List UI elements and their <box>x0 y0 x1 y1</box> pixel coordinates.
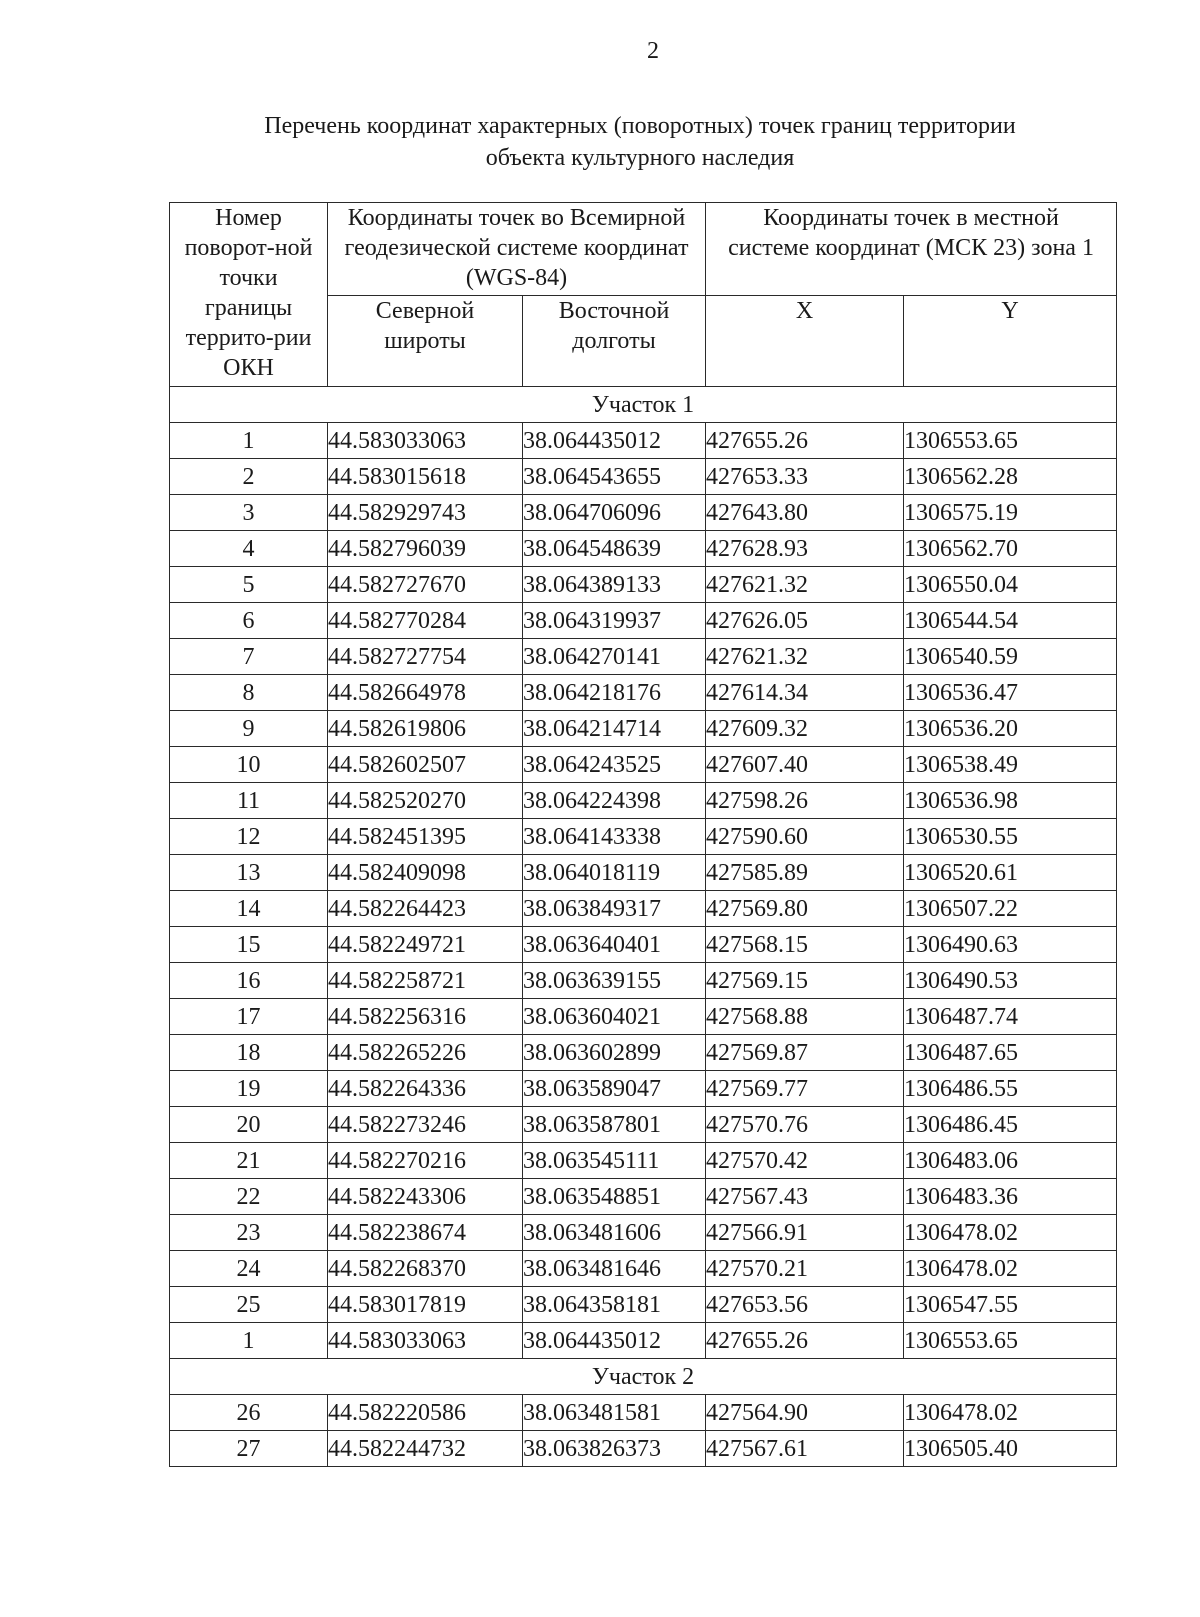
cell-x: 427569.15 <box>706 963 904 999</box>
cell-point-number: 21 <box>170 1143 328 1179</box>
cell-x: 427569.87 <box>706 1035 904 1071</box>
cell-y: 1306490.63 <box>904 927 1117 963</box>
cell-x: 427569.77 <box>706 1071 904 1107</box>
section-row <box>170 1359 1117 1395</box>
header-msk23-group: Координаты точек в местной системе координат (МСК 23) зона 1 <box>706 203 1117 296</box>
cell-y: 1306478.02 <box>904 1395 1117 1431</box>
cell-point-number: 3 <box>170 495 328 531</box>
cell-x: 427653.56 <box>706 1287 904 1323</box>
cell-latitude: 44.582409098 <box>328 855 523 891</box>
cell-longitude: 38.064543655 <box>523 459 706 495</box>
cell-point-number: 26 <box>170 1395 328 1431</box>
cell-longitude: 38.063587801 <box>523 1107 706 1143</box>
cell-x: 427570.21 <box>706 1251 904 1287</box>
cell-point-number: 25 <box>170 1287 328 1323</box>
table-row <box>170 1251 1117 1287</box>
cell-point-number: 7 <box>170 639 328 675</box>
cell-longitude: 38.063602899 <box>523 1035 706 1071</box>
cell-point-number: 24 <box>170 1251 328 1287</box>
table-row <box>170 639 1117 675</box>
cell-y: 1306505.40 <box>904 1431 1117 1467</box>
cell-latitude: 44.582619806 <box>328 711 523 747</box>
cell-longitude: 38.064018119 <box>523 855 706 891</box>
cell-latitude: 44.582238674 <box>328 1215 523 1251</box>
cell-y: 1306553.65 <box>904 423 1117 459</box>
cell-x: 427621.32 <box>706 639 904 675</box>
cell-longitude: 38.064270141 <box>523 639 706 675</box>
cell-latitude: 44.582727670 <box>328 567 523 603</box>
table-row <box>170 1323 1117 1359</box>
cell-longitude: 38.064319937 <box>523 603 706 639</box>
table-row <box>170 675 1117 711</box>
cell-x: 427585.89 <box>706 855 904 891</box>
header-wgs84-group: Координаты точек во Всемирной геодезической системе координат (WGS-84) <box>328 203 706 296</box>
cell-point-number: 4 <box>170 531 328 567</box>
cell-latitude: 44.582258721 <box>328 963 523 999</box>
cell-y: 1306536.98 <box>904 783 1117 819</box>
cell-point-number: 1 <box>170 1323 328 1359</box>
cell-x: 427567.43 <box>706 1179 904 1215</box>
table-row <box>170 891 1117 927</box>
cell-point-number: 16 <box>170 963 328 999</box>
coordinates-table <box>169 202 1117 1467</box>
cell-y: 1306483.36 <box>904 1179 1117 1215</box>
cell-x: 427570.42 <box>706 1143 904 1179</box>
cell-longitude: 38.063639155 <box>523 963 706 999</box>
cell-x: 427567.61 <box>706 1431 904 1467</box>
cell-latitude: 44.583033063 <box>328 423 523 459</box>
cell-point-number: 10 <box>170 747 328 783</box>
cell-x: 427655.26 <box>706 1323 904 1359</box>
cell-y: 1306562.70 <box>904 531 1117 567</box>
cell-x: 427570.76 <box>706 1107 904 1143</box>
cell-longitude: 38.064548639 <box>523 531 706 567</box>
cell-latitude: 44.583017819 <box>328 1287 523 1323</box>
cell-longitude: 38.063826373 <box>523 1431 706 1467</box>
table-row <box>170 1395 1117 1431</box>
document-title-line-2: объекта культурного наследия <box>485 145 795 171</box>
table-row <box>170 1035 1117 1071</box>
table-row <box>170 855 1117 891</box>
table-row <box>170 747 1117 783</box>
cell-longitude: 38.064143338 <box>523 819 706 855</box>
cell-longitude: 38.064358181 <box>523 1287 706 1323</box>
cell-point-number: 18 <box>170 1035 328 1071</box>
cell-latitude: 44.582268370 <box>328 1251 523 1287</box>
cell-point-number: 12 <box>170 819 328 855</box>
cell-latitude: 44.582220586 <box>328 1395 523 1431</box>
cell-x: 427626.05 <box>706 603 904 639</box>
cell-longitude: 38.064218176 <box>523 675 706 711</box>
cell-latitude: 44.582602507 <box>328 747 523 783</box>
cell-point-number: 2 <box>170 459 328 495</box>
cell-latitude: 44.582727754 <box>328 639 523 675</box>
table-row <box>170 459 1117 495</box>
table-row <box>170 1431 1117 1467</box>
cell-x: 427590.60 <box>706 819 904 855</box>
cell-longitude: 38.064435012 <box>523 423 706 459</box>
table-row <box>170 1179 1117 1215</box>
table-row <box>170 423 1117 459</box>
cell-y: 1306550.04 <box>904 567 1117 603</box>
cell-y: 1306553.65 <box>904 1323 1117 1359</box>
cell-longitude: 38.063640401 <box>523 927 706 963</box>
table-row <box>170 1287 1117 1323</box>
cell-longitude: 38.063545111 <box>523 1143 706 1179</box>
table-row <box>170 927 1117 963</box>
cell-y: 1306483.06 <box>904 1143 1117 1179</box>
cell-x: 427653.33 <box>706 459 904 495</box>
cell-x: 427566.91 <box>706 1215 904 1251</box>
header-y: Y <box>904 296 1117 387</box>
header-x: X <box>706 296 904 387</box>
cell-latitude: 44.583033063 <box>328 1323 523 1359</box>
cell-longitude: 38.063849317 <box>523 891 706 927</box>
cell-x: 427607.40 <box>706 747 904 783</box>
table-row <box>170 567 1117 603</box>
cell-latitude: 44.582451395 <box>328 819 523 855</box>
table-row <box>170 495 1117 531</box>
cell-latitude: 44.582520270 <box>328 783 523 819</box>
header-longitude: Восточной долготы <box>523 296 706 387</box>
table-row <box>170 1071 1117 1107</box>
cell-latitude: 44.582929743 <box>328 495 523 531</box>
cell-longitude: 38.063589047 <box>523 1071 706 1107</box>
cell-latitude: 44.583015618 <box>328 459 523 495</box>
cell-point-number: 17 <box>170 999 328 1035</box>
cell-longitude: 38.063481606 <box>523 1215 706 1251</box>
cell-longitude: 38.063604021 <box>523 999 706 1035</box>
cell-y: 1306520.61 <box>904 855 1117 891</box>
cell-y: 1306530.55 <box>904 819 1117 855</box>
header-latitude: Северной широты <box>328 296 523 387</box>
cell-y: 1306544.54 <box>904 603 1117 639</box>
cell-latitude: 44.582664978 <box>328 675 523 711</box>
table-row <box>170 963 1117 999</box>
cell-y: 1306575.19 <box>904 495 1117 531</box>
cell-y: 1306536.20 <box>904 711 1117 747</box>
cell-y: 1306487.74 <box>904 999 1117 1035</box>
cell-longitude: 38.064435012 <box>523 1323 706 1359</box>
cell-point-number: 1 <box>170 423 328 459</box>
cell-y: 1306478.02 <box>904 1251 1117 1287</box>
cell-latitude: 44.582249721 <box>328 927 523 963</box>
cell-point-number: 22 <box>170 1179 328 1215</box>
cell-point-number: 9 <box>170 711 328 747</box>
cell-y: 1306486.55 <box>904 1071 1117 1107</box>
cell-longitude: 38.064389133 <box>523 567 706 603</box>
table-row <box>170 999 1117 1035</box>
table-row <box>170 1107 1117 1143</box>
cell-longitude: 38.064214714 <box>523 711 706 747</box>
cell-x: 427655.26 <box>706 423 904 459</box>
table-row <box>170 1215 1117 1251</box>
cell-x: 427564.90 <box>706 1395 904 1431</box>
section-row <box>170 387 1117 423</box>
section-title: Участок 2 <box>170 1359 1117 1395</box>
cell-point-number: 20 <box>170 1107 328 1143</box>
cell-y: 1306536.47 <box>904 675 1117 711</box>
cell-latitude: 44.582243306 <box>328 1179 523 1215</box>
cell-point-number: 11 <box>170 783 328 819</box>
page-number: 2 <box>647 38 659 64</box>
cell-x: 427598.26 <box>706 783 904 819</box>
cell-latitude: 44.582264336 <box>328 1071 523 1107</box>
cell-y: 1306562.28 <box>904 459 1117 495</box>
cell-y: 1306490.53 <box>904 963 1117 999</box>
cell-y: 1306540.59 <box>904 639 1117 675</box>
cell-x: 427628.93 <box>706 531 904 567</box>
cell-latitude: 44.582264423 <box>328 891 523 927</box>
cell-longitude: 38.063481646 <box>523 1251 706 1287</box>
header-point-number: Номер поворот-ной точки границы террито-рии ОКН <box>170 203 328 387</box>
document-title-line-1: Перечень координат характерных (поворотных) точек границ территории <box>264 113 1016 139</box>
cell-x: 427643.80 <box>706 495 904 531</box>
cell-y: 1306538.49 <box>904 747 1117 783</box>
cell-latitude: 44.582770284 <box>328 603 523 639</box>
section-title: Участок 1 <box>170 387 1117 423</box>
cell-point-number: 13 <box>170 855 328 891</box>
cell-point-number: 23 <box>170 1215 328 1251</box>
cell-y: 1306486.45 <box>904 1107 1117 1143</box>
cell-x: 427569.80 <box>706 891 904 927</box>
table-row <box>170 711 1117 747</box>
table-row <box>170 531 1117 567</box>
cell-x: 427621.32 <box>706 567 904 603</box>
cell-point-number: 5 <box>170 567 328 603</box>
cell-latitude: 44.582270216 <box>328 1143 523 1179</box>
document-title <box>160 110 1120 174</box>
cell-y: 1306487.65 <box>904 1035 1117 1071</box>
cell-x: 427614.34 <box>706 675 904 711</box>
cell-x: 427568.88 <box>706 999 904 1035</box>
cell-y: 1306547.55 <box>904 1287 1117 1323</box>
cell-y: 1306507.22 <box>904 891 1117 927</box>
cell-point-number: 19 <box>170 1071 328 1107</box>
cell-longitude: 38.063548851 <box>523 1179 706 1215</box>
cell-longitude: 38.064224398 <box>523 783 706 819</box>
cell-latitude: 44.582796039 <box>328 531 523 567</box>
cell-latitude: 44.582244732 <box>328 1431 523 1467</box>
table-row <box>170 603 1117 639</box>
cell-point-number: 27 <box>170 1431 328 1467</box>
cell-point-number: 8 <box>170 675 328 711</box>
cell-x: 427568.15 <box>706 927 904 963</box>
coordinates-table-body <box>170 387 1117 1467</box>
cell-longitude: 38.064706096 <box>523 495 706 531</box>
cell-x: 427609.32 <box>706 711 904 747</box>
cell-latitude: 44.582265226 <box>328 1035 523 1071</box>
table-row <box>170 819 1117 855</box>
cell-latitude: 44.582256316 <box>328 999 523 1035</box>
cell-longitude: 38.064243525 <box>523 747 706 783</box>
cell-point-number: 15 <box>170 927 328 963</box>
cell-latitude: 44.582273246 <box>328 1107 523 1143</box>
cell-y: 1306478.02 <box>904 1215 1117 1251</box>
cell-point-number: 6 <box>170 603 328 639</box>
table-row <box>170 1143 1117 1179</box>
cell-point-number: 14 <box>170 891 328 927</box>
cell-longitude: 38.063481581 <box>523 1395 706 1431</box>
table-row <box>170 783 1117 819</box>
